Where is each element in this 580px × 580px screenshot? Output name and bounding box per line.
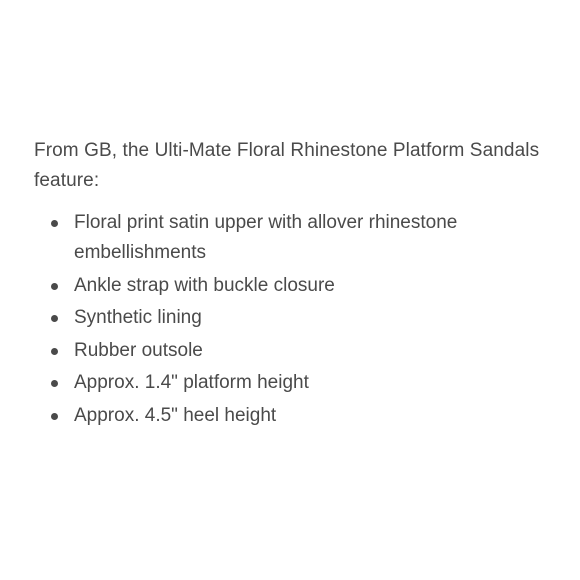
bullet-icon [51, 413, 58, 420]
feature-item [34, 336, 564, 366]
description-intro: From GB, the Ulti-Mate Floral Rhinestone Platform Sandals feature: [34, 140, 540, 191]
bullet-icon [51, 380, 58, 387]
feature-text: Ankle strap with buckle closure [74, 274, 335, 296]
bullet-icon [51, 348, 58, 355]
feature-item [34, 208, 564, 268]
feature-item [34, 303, 564, 333]
product-description [34, 136, 564, 433]
feature-text: Approx. 4.5" heel height [74, 404, 277, 426]
feature-item [34, 401, 564, 431]
bullet-icon [51, 283, 58, 290]
feature-text: Synthetic lining [74, 307, 202, 328]
feature-text: Floral print satin upper with allover rhinestone embellishments [74, 212, 458, 263]
feature-list [34, 208, 564, 431]
feature-text: Rubber outsole [74, 339, 203, 361]
feature-item [34, 271, 564, 301]
bullet-icon [51, 220, 58, 227]
bullet-icon [51, 315, 58, 322]
feature-item [34, 368, 564, 398]
feature-text: Approx. 1.4" platform height [74, 372, 309, 393]
